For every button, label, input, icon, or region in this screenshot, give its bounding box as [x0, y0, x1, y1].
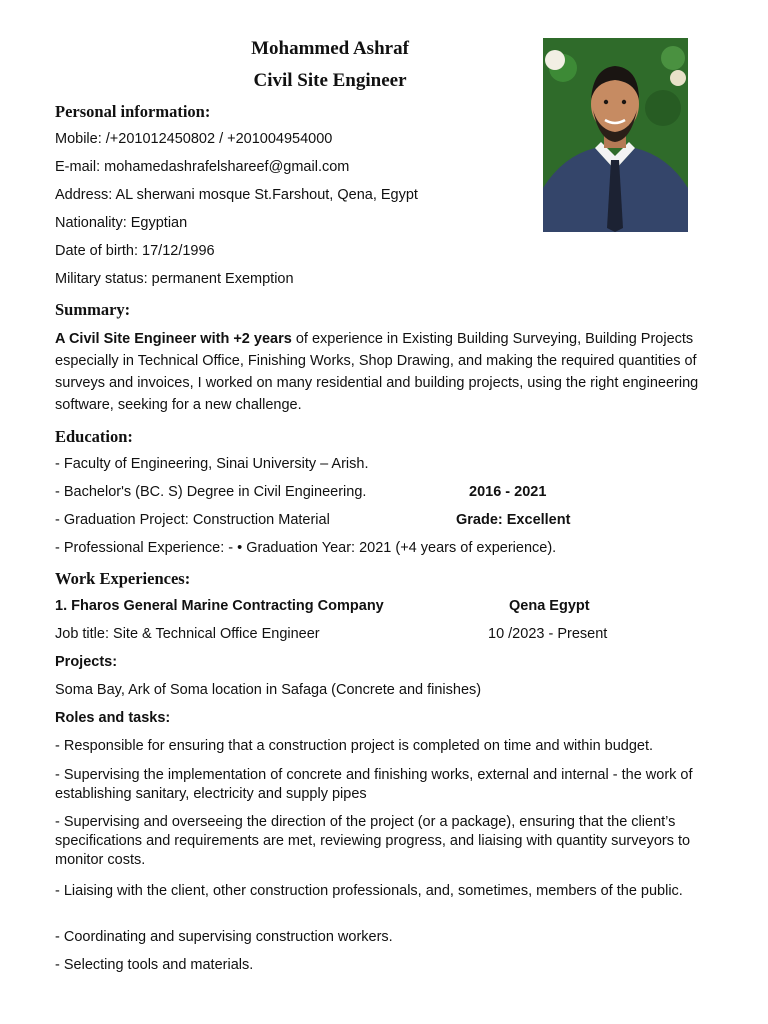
mobile-line: Mobile: /+201012450802 / +201004954000: [55, 131, 333, 147]
candidate-title: Civil Site Engineer: [253, 70, 407, 91]
military-line: Military status: permanent Exemption: [55, 271, 294, 287]
role-item: - Coordinating and supervising construction workers.: [55, 929, 393, 945]
summary-text: of experience in Existing Building Surveying, Building Projects especially in Technical Office, Finishing Works, Shop Drawing, and making the required quantities of surveys and invoices, I worked on many residential and building projects, using the right engineering software, seeking for a new challenge.: [55, 331, 699, 413]
summary-heading: Summary:: [55, 300, 131, 319]
nationality-line: Nationality: Egyptian: [55, 215, 188, 231]
work-company: 1. Fharos General Marine Contracting Company: [55, 598, 384, 614]
profile-photo: [543, 38, 688, 232]
role-item: - Selecting tools and materials.: [55, 957, 254, 973]
work-location: Qena Egypt: [509, 598, 590, 614]
work-project: Soma Bay, Ark of Soma location in Safaga (Concrete and finishes): [55, 682, 482, 698]
education-experience: - Professional Experience: - • Graduation Year: 2021 (+4 years of experience).: [55, 540, 557, 556]
email-line: E-mail: mohamedashrafelshareef@gmail.com: [55, 159, 350, 175]
education-faculty: - Faculty of Engineering, Sinai University – Arish.: [55, 456, 369, 472]
dob-line: Date of birth: 17/12/1996: [55, 243, 215, 259]
work-projects-label: Projects:: [55, 654, 118, 670]
candidate-name: Mohammed Ashraf: [251, 38, 409, 59]
work-job-title: Job title: Site & Technical Office Engineer: [55, 626, 320, 642]
education-project: - Graduation Project: Construction Material: [55, 512, 330, 528]
role-item: - Supervising the implementation of concrete and finishing works, external and internal - the work of establishing sanitary, electricity and supply pipes: [55, 767, 693, 802]
education-grade: Grade: Excellent: [456, 512, 571, 528]
education-years: 2016 - 2021: [469, 484, 547, 500]
role-item: - Supervising and overseeing the direction of the project (or a package), ensuring that the client’s specifications and requirements are met, reviewing progress, and liaising with quantity surveyors to monitor costs.: [55, 814, 691, 868]
summary-lead: A Civil Site Engineer with +2 years: [55, 331, 292, 347]
work-period: 10 /2023 - Present: [488, 626, 608, 642]
personal-info-heading: Personal information:: [55, 102, 211, 121]
work-heading: Work Experiences:: [55, 569, 191, 588]
role-item: - Responsible for ensuring that a construction project is completed on time and within budget.: [55, 738, 654, 754]
address-line: Address: AL sherwani mosque St.Farshout, Qena, Egypt: [55, 187, 418, 203]
role-item: - Liaising with the client, other construction professionals, and, sometimes, members of the public.: [55, 883, 683, 899]
work-roles-label: Roles and tasks:: [55, 710, 171, 726]
education-heading: Education:: [55, 427, 133, 446]
summary-paragraph: [55, 328, 720, 416]
education-degree: - Bachelor's (BC. S) Degree in Civil Engineering.: [55, 484, 367, 500]
